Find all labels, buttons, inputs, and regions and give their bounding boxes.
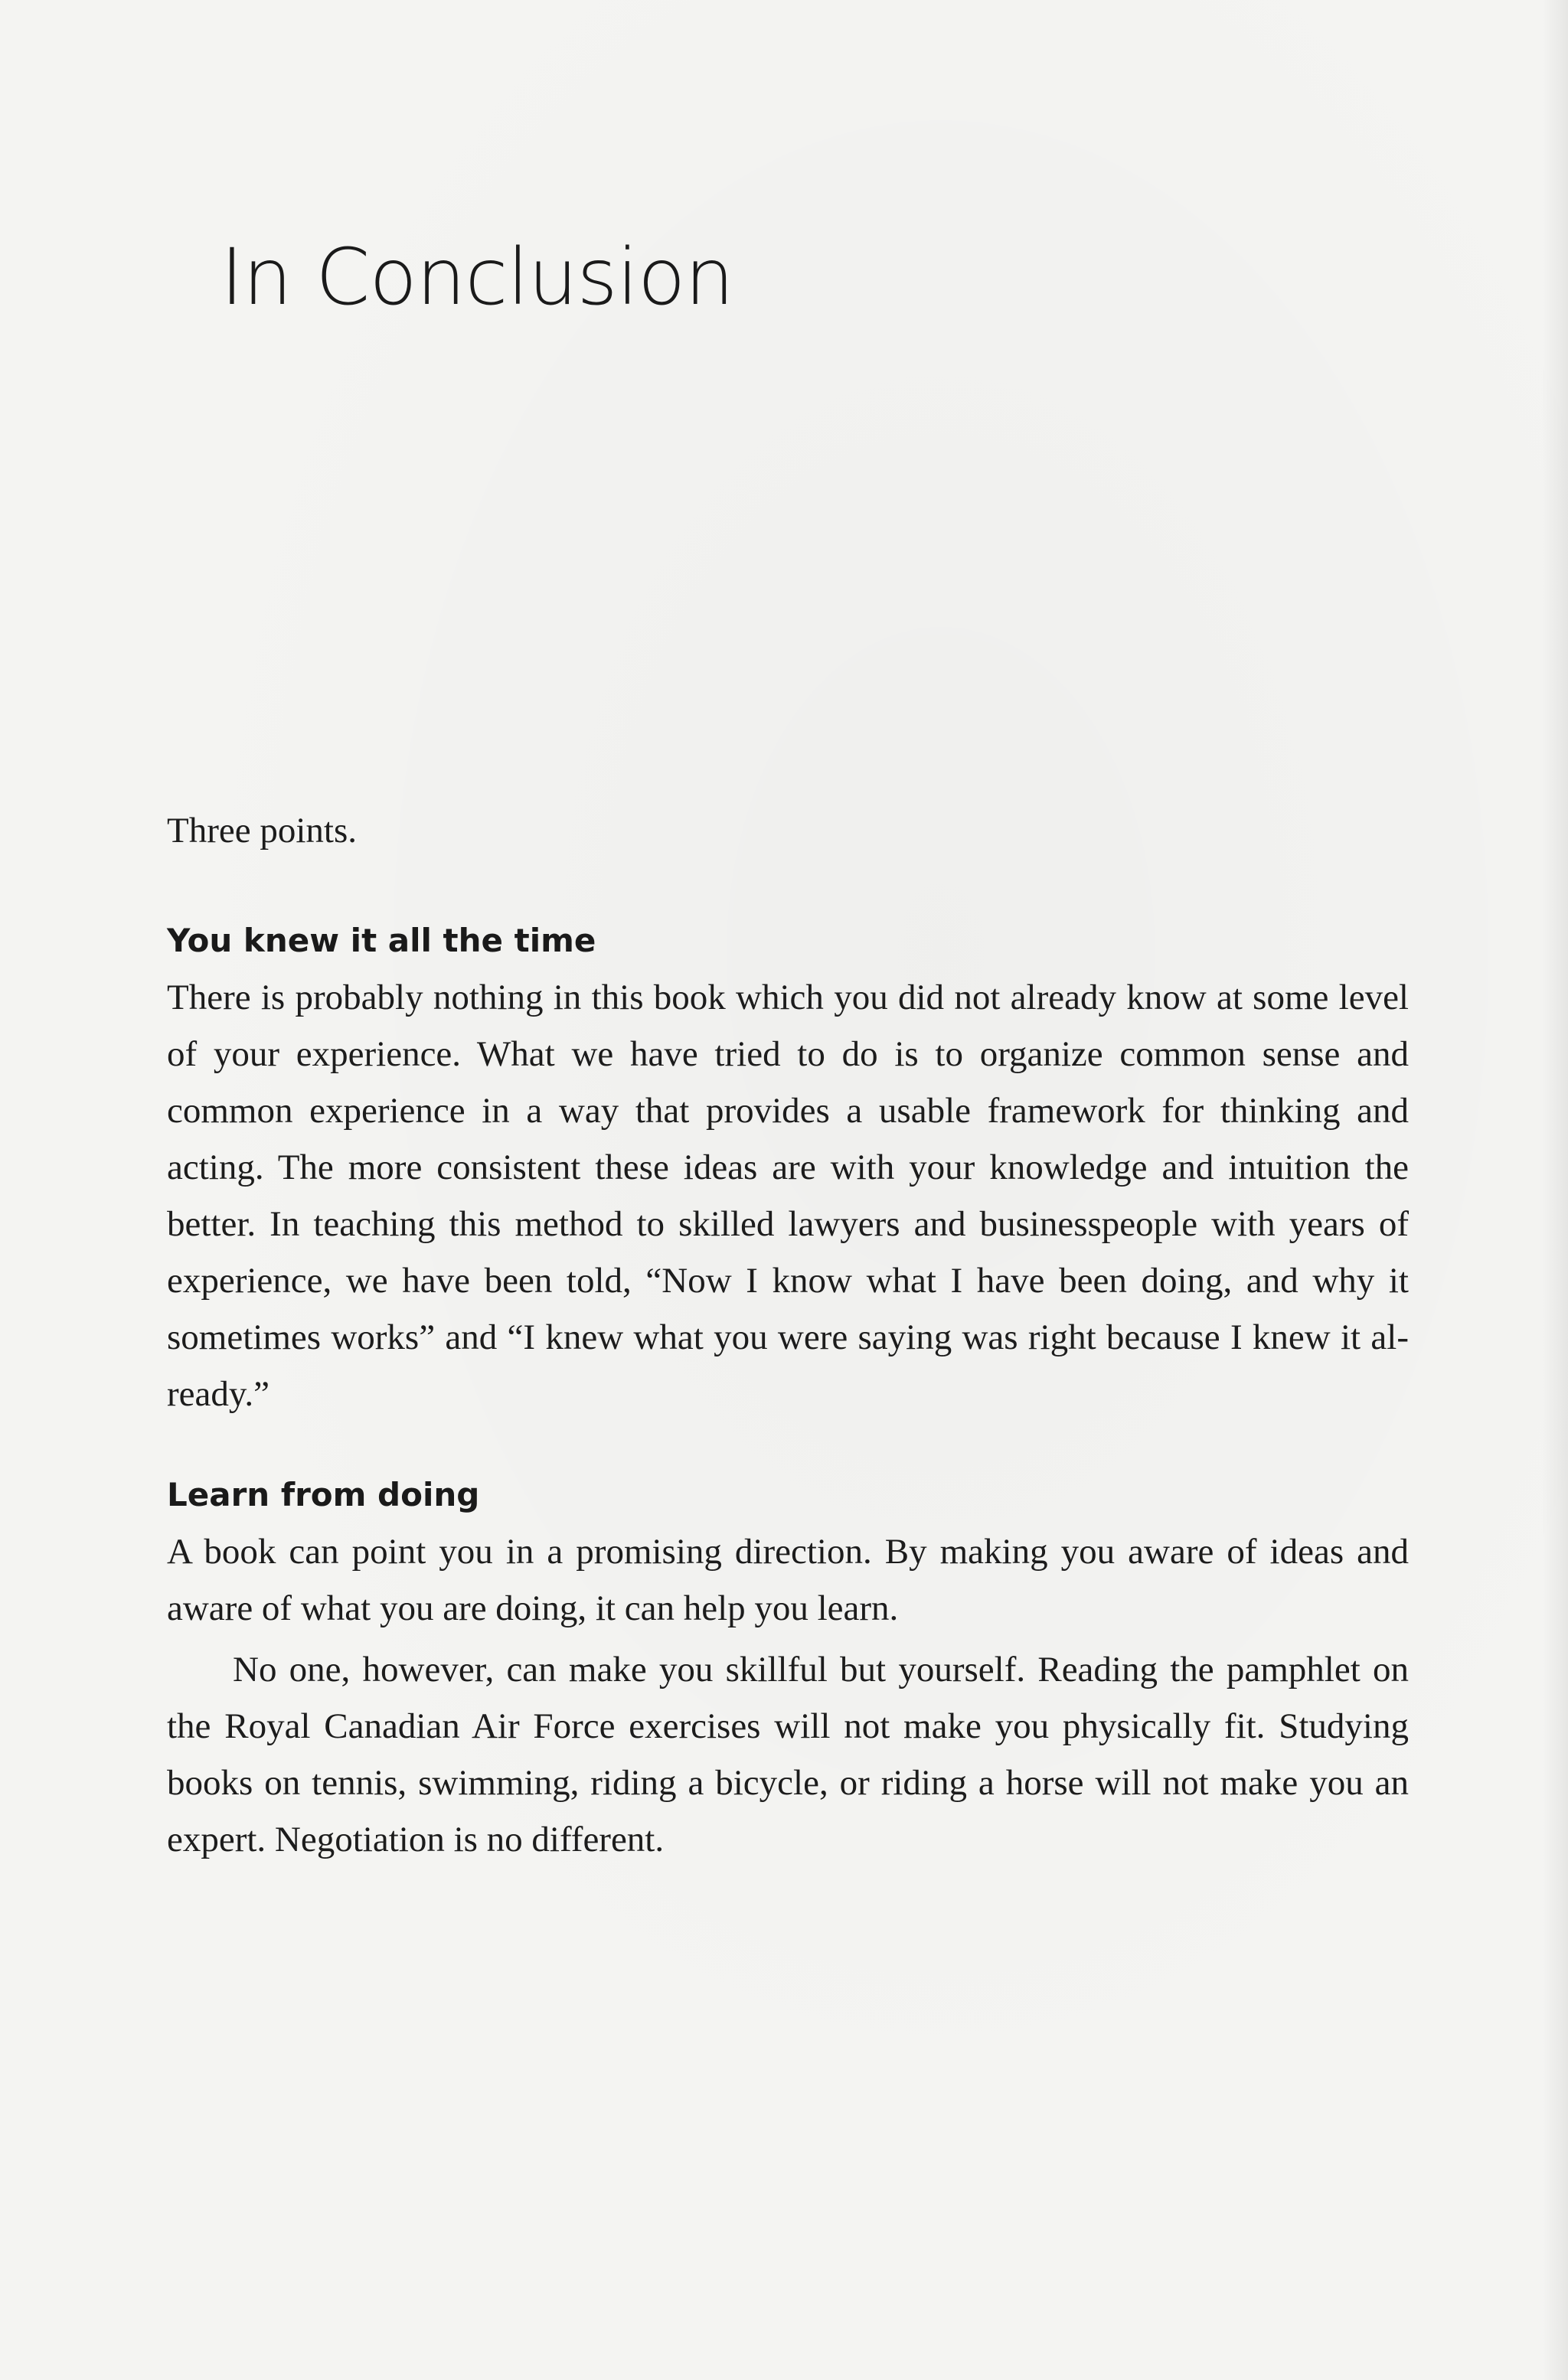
section-knew-it: [167, 912, 1409, 1422]
chapter-title: In Conclusion: [220, 232, 734, 323]
page-body: [167, 802, 1409, 1868]
section-learn-from-doing: [167, 1467, 1409, 1868]
page-edge-shadow: [1542, 0, 1568, 2380]
intro-text: Three points.: [167, 811, 357, 850]
section-paragraph: There is probably nothing in this book which you did not already know at some level of your experience. What we have tried to do is to organize common sense and common experience in a way that provides a usable framework for thinking and acting. The more consistent these ideas are with your knowledge and intuition the better. In teaching this method to skilled lawyers and businesspeople with years of experience, we have been told, “Now I know what I have been doing, and why it sometimes works” and “I knew what you were saying was right because I knew it already.”: [167, 978, 1409, 1414]
section-heading: You knew it all the time: [167, 922, 596, 959]
section-heading: Learn from doing: [167, 1476, 480, 1513]
section-paragraph: No one, however, can make you skillful but yourself. Reading the pamphlet on the Royal Canadian Air Force exercises will not make you physically fit. Studying books on tennis, swimming, riding a bicycle, or riding a horse will not make you an expert. Negotiation is no different.: [167, 1650, 1409, 1859]
section-paragraph: A book can point you in a promising direction. By making you aware of ideas and aware of what you are doing, it can help you learn.: [167, 1532, 1409, 1628]
